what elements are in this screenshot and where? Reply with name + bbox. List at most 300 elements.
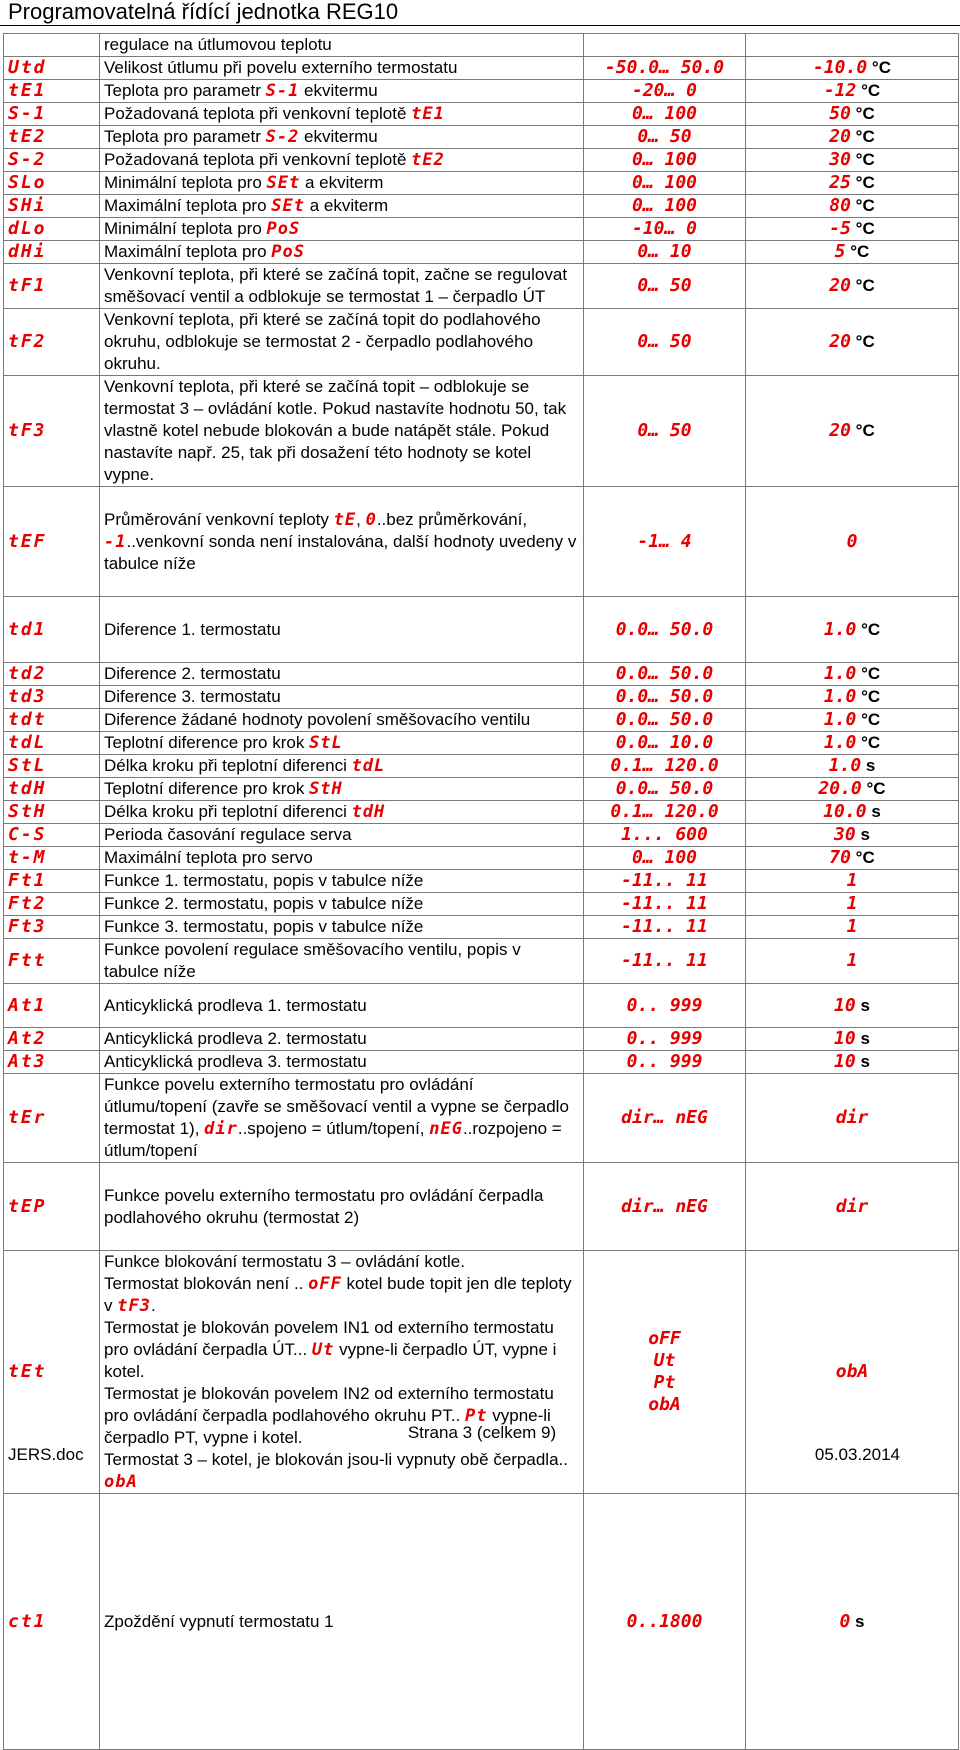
param-range: -11.. 11 (584, 870, 746, 893)
table-row (4, 801, 959, 824)
default-value: 1.0 (823, 709, 857, 730)
param-code: td3 (4, 686, 100, 709)
param-description (100, 893, 584, 916)
description-text: Venkovní teplota, při které se začíná topit – odblokuje se termostat 3 – ovládání kotle. Pokud nastavíte hodnotu 50, tak vlastně kotel nebude blokován a bude natápět stále. Pokud nastavíte např. 25, tak při dosažení této hodnoty se kotel vypne. (104, 377, 567, 484)
table-row (4, 309, 959, 376)
param-range: 0.. 999 (584, 1028, 746, 1051)
param-description (100, 241, 584, 264)
param-default (746, 1163, 959, 1251)
default-unit: °C (855, 173, 875, 192)
description-text: vypne-li čerpadlo PT, vypne i kotel. (104, 1406, 551, 1447)
param-description (100, 80, 584, 103)
param-default (746, 686, 959, 709)
inline-param-code: oFF (308, 1274, 342, 1294)
table-row (4, 916, 959, 939)
param-code: S-2 (4, 149, 100, 172)
inline-param-code: tE1 (411, 104, 445, 124)
param-description (100, 778, 584, 801)
default-value: 20 (829, 126, 851, 147)
param-description (100, 195, 584, 218)
param-default (746, 172, 959, 195)
param-range: oFF Ut Pt obA (584, 1251, 746, 1494)
default-unit: °C (855, 332, 875, 351)
param-default (746, 149, 959, 172)
param-description (100, 663, 584, 686)
param-range: 0.. 999 (584, 1051, 746, 1074)
inline-param-code: nEG (429, 1119, 463, 1139)
param-default (746, 847, 959, 870)
default-unit: s (860, 995, 870, 1015)
param-description (100, 755, 584, 778)
param-description (100, 732, 584, 755)
description-text: Teplota pro parametr (104, 81, 266, 100)
param-default (746, 1494, 959, 1750)
param-range: 0.0… 50.0 (584, 597, 746, 663)
description-text: vypne-li čerpadlo ÚT, vypne i kotel. (104, 1340, 557, 1381)
inline-param-code: tdH (351, 802, 386, 822)
default-unit: °C (861, 81, 881, 100)
param-default (746, 103, 959, 126)
param-description (100, 1028, 584, 1051)
param-range: 1... 600 (584, 824, 746, 847)
param-range: 0… 50 (584, 309, 746, 376)
param-description (100, 149, 584, 172)
table-row (4, 1028, 959, 1051)
param-code: StL (4, 755, 100, 778)
description-text: Průměrování venkovní teploty (104, 509, 334, 529)
param-range: 0.0… 50.0 (584, 663, 746, 686)
table-row (4, 376, 959, 487)
param-description (100, 916, 584, 939)
default-value: 1.0 (828, 755, 862, 776)
param-code: tdL (4, 732, 100, 755)
param-range: 0… 50 (584, 376, 746, 487)
description-text: Funkce povolení regulace směšovacího ventilu, popis v tabulce níže (104, 940, 521, 981)
param-code: Ftt (4, 939, 100, 984)
param-code: tE1 (4, 80, 100, 103)
default-unit: s (871, 802, 881, 821)
param-description (100, 939, 584, 984)
default-value: -5 (829, 218, 851, 239)
table-row (4, 34, 959, 57)
default-value: 1 (846, 950, 858, 971)
default-value: dir (835, 1195, 869, 1217)
param-default (746, 34, 959, 57)
default-value: 0 (839, 1610, 851, 1632)
footer-date: 05.03.2014 (814, 1445, 900, 1464)
default-value: 50 (829, 103, 851, 124)
param-default (746, 755, 959, 778)
param-description (100, 824, 584, 847)
param-default (746, 376, 959, 487)
description-text: ekvitermu (299, 81, 378, 100)
param-code: StH (4, 801, 100, 824)
param-code: tdt (4, 709, 100, 732)
default-value: 1 (846, 870, 858, 891)
param-code: tEt (4, 1251, 100, 1494)
inline-param-code: tE (333, 509, 357, 530)
description-text: Teplotní diference pro krok (104, 779, 310, 798)
inline-param-code: S-1 (265, 81, 300, 101)
default-unit: °C (855, 150, 875, 169)
description-text: Funkce blokování termostatu 3 – ovládání kotle. (104, 1252, 465, 1271)
default-unit: °C (861, 733, 881, 752)
param-range: -11.. 11 (584, 916, 746, 939)
param-code: tEP (4, 1163, 100, 1251)
description-text: Funkce 2. termostatu, popis v tabulce níže (104, 894, 424, 913)
param-description (100, 264, 584, 309)
param-description (100, 103, 584, 126)
param-code: tE2 (4, 126, 100, 149)
description-text: Termostat je blokován povelem IN2 od externího termostatu pro ovládání čerpadla podlahového okruhu PT.. (104, 1384, 554, 1425)
description-text: Anticyklická prodleva 1. termostatu (104, 995, 367, 1015)
param-default (746, 195, 959, 218)
default-unit: s (865, 756, 876, 775)
default-value: 10 (834, 994, 856, 1016)
description-text: Délka kroku při teplotní diferenci (104, 756, 352, 775)
param-range: 0.0… 50.0 (584, 709, 746, 732)
param-code (4, 34, 100, 57)
param-code: Ft2 (4, 893, 100, 916)
table-row (4, 195, 959, 218)
param-range: 0… 50 (584, 264, 746, 309)
default-unit: s (860, 1052, 870, 1071)
table-row (4, 778, 959, 801)
description-text: Funkce povelu externího termostatu pro ovládání čerpadla podlahového okruhu (termostat 2) (104, 1185, 544, 1227)
default-value: 1.0 (823, 663, 857, 684)
param-description (100, 597, 584, 663)
default-unit: °C (866, 779, 886, 798)
param-range: -20… 0 (584, 80, 746, 103)
param-description (100, 376, 584, 487)
param-description (100, 126, 584, 149)
default-value: -12 (823, 80, 857, 101)
inline-param-code: StH (309, 779, 343, 799)
description-text: Diference 1. termostatu (104, 619, 281, 639)
description-text: Funkce povelu externího termostatu pro ovládání útlumu/topení (zavře se směšovací ventil a vypne se čerpadlo termostat 1), (104, 1075, 569, 1138)
param-code: tF2 (4, 309, 100, 376)
inline-param-code: SEt (266, 173, 301, 193)
description-text: ..rozpojeno = útlum/topení (104, 1119, 562, 1160)
param-range: 0.1… 120.0 (584, 755, 746, 778)
default-value: -10.0 (813, 57, 868, 78)
default-value: 80 (829, 195, 851, 216)
description-text: Termostat je blokován povelem IN1 od externího termostatu pro ovládání čerpadla ÚT... (104, 1318, 554, 1359)
table-row (4, 149, 959, 172)
description-text: Anticyklická prodleva 2. termostatu (104, 1029, 367, 1048)
table-row (4, 847, 959, 870)
page-number: Strana 3 (celkem 9) (407, 1423, 557, 1442)
param-range: 0.1… 120.0 (584, 801, 746, 824)
default-value: 30 (834, 824, 856, 845)
param-code: At3 (4, 1051, 100, 1074)
default-value: 10 (834, 1028, 856, 1049)
inline-param-code: S-2 (265, 127, 300, 147)
param-default (746, 1074, 959, 1163)
param-description (100, 172, 584, 195)
default-value: 5 (834, 241, 846, 262)
table-row (4, 1163, 959, 1251)
param-code: At2 (4, 1028, 100, 1051)
inline-param-code: tF3 (117, 1296, 151, 1316)
default-unit: °C (871, 58, 891, 77)
param-default (746, 218, 959, 241)
param-description (100, 309, 584, 376)
footer-filename: JERS.doc (8, 1445, 84, 1464)
param-range: -1… 4 (584, 487, 746, 597)
param-code: td1 (4, 597, 100, 663)
table-row (4, 732, 959, 755)
param-description (100, 487, 584, 597)
param-code: dLo (4, 218, 100, 241)
default-value: 30 (829, 149, 851, 170)
default-value: dir (835, 1107, 869, 1128)
description-text: Požadovaná teplota při venkovní teplotě (104, 104, 412, 123)
default-unit: °C (861, 687, 881, 706)
param-default (746, 264, 959, 309)
description-text: Venkovní teplota, při které se začíná topit do podlahového okruhu, odblokuje se termostat 2 - čerpadlo podlahového okruhu. (104, 310, 541, 373)
table-row (4, 939, 959, 984)
description-text: Termostat 3 – kotel, je blokován jsou-li vypnuty obě čerpadla.. (104, 1450, 568, 1469)
inline-param-code: dir (204, 1119, 238, 1139)
table-row (4, 1074, 959, 1163)
parameter-table (3, 33, 959, 1750)
param-default (746, 126, 959, 149)
param-range: -50.0… 50.0 (584, 57, 746, 80)
param-range: dir… nEG (584, 1163, 746, 1251)
description-text: Anticyklická prodleva 3. termostatu (104, 1052, 367, 1071)
description-text: Funkce 3. termostatu, popis v tabulce níže (104, 917, 424, 936)
inline-param-code: obA (104, 1472, 138, 1492)
param-range: 0.. 999 (584, 984, 746, 1028)
param-range: 0.0… 10.0 (584, 732, 746, 755)
default-value: 20 (829, 331, 851, 352)
default-unit: °C (855, 276, 875, 295)
param-range: 0.0… 50.0 (584, 686, 746, 709)
description-text: Termostat blokován není .. (104, 1274, 309, 1293)
param-range: dir… nEG (584, 1074, 746, 1163)
param-code: Utd (4, 57, 100, 80)
param-code: td2 (4, 663, 100, 686)
default-value: 1.0 (823, 686, 857, 707)
param-description (100, 686, 584, 709)
description-text: a ekviterm (304, 196, 389, 215)
default-unit: °C (855, 219, 875, 238)
table-row (4, 80, 959, 103)
description-text: ..venkovní sonda není instalována, další hodnoty uvedeny v tabulce níže (104, 531, 577, 573)
param-range: 0.0… 50.0 (584, 778, 746, 801)
default-value: 20 (829, 275, 851, 296)
param-default (746, 824, 959, 847)
param-default (746, 663, 959, 686)
default-value: 1.0 (823, 618, 857, 640)
param-default (746, 80, 959, 103)
default-value: 20.0 (818, 778, 862, 799)
table-row (4, 57, 959, 80)
param-range: 0… 100 (584, 103, 746, 126)
description-text: ekvitermu (299, 127, 378, 146)
default-unit: °C (855, 127, 875, 146)
param-code: SHi (4, 195, 100, 218)
description-text: Zpoždění vypnutí termostatu 1 (104, 1611, 334, 1631)
param-code: tEr (4, 1074, 100, 1163)
param-default (746, 984, 959, 1028)
param-default (746, 801, 959, 824)
description-text: Délka kroku při teplotní diferenci (104, 802, 352, 821)
param-range: 0… 50 (584, 126, 746, 149)
param-description (100, 1494, 584, 1750)
param-range: 0… 100 (584, 847, 746, 870)
inline-param-code: tdL (351, 756, 386, 776)
param-code: tF1 (4, 264, 100, 309)
param-description (100, 1251, 584, 1494)
param-code: t-M (4, 847, 100, 870)
default-unit: °C (855, 104, 875, 123)
inline-param-code: -1 (104, 531, 127, 552)
parameter-table-body (4, 34, 959, 1750)
param-code: tdH (4, 778, 100, 801)
param-range: 0… 100 (584, 149, 746, 172)
table-row (4, 824, 959, 847)
default-unit: °C (855, 196, 875, 215)
description-text: Diference 2. termostatu (104, 664, 281, 683)
param-default (746, 597, 959, 663)
param-range: 0… 100 (584, 195, 746, 218)
param-description (100, 801, 584, 824)
param-default (746, 893, 959, 916)
table-row (4, 893, 959, 916)
default-value: 1.0 (823, 732, 857, 753)
param-default (746, 1051, 959, 1074)
param-description (100, 847, 584, 870)
document-title: Programovatelná řídící jednotka REG10 (8, 0, 399, 24)
param-code: S-1 (4, 103, 100, 126)
description-text: Teplota pro parametr (104, 127, 266, 146)
default-value: 20 (829, 420, 851, 441)
inline-param-code: Pt (465, 1406, 488, 1426)
description-text: Požadovaná teplota při venkovní teplotě (104, 150, 412, 169)
param-code: dHi (4, 241, 100, 264)
default-value: 10.0 (823, 801, 867, 822)
param-range: 0..1800 (584, 1494, 746, 1750)
table-row (4, 984, 959, 1028)
table-row (4, 709, 959, 732)
description-text: Velikost útlumu při povelu externího termostatu (104, 58, 458, 77)
param-range: 0… 100 (584, 172, 746, 195)
default-value: 25 (829, 172, 851, 193)
table-row (4, 663, 959, 686)
param-default (746, 487, 959, 597)
param-code: Ft1 (4, 870, 100, 893)
default-value: 70 (829, 847, 851, 868)
default-unit: °C (855, 848, 875, 867)
table-row (4, 487, 959, 597)
param-description (100, 1051, 584, 1074)
default-unit: °C (850, 242, 870, 261)
table-row (4, 172, 959, 195)
default-value: obA (835, 1361, 869, 1382)
table-row (4, 103, 959, 126)
default-unit: °C (861, 664, 881, 683)
description-text: , (356, 509, 366, 529)
description-text: a ekviterm (300, 173, 384, 192)
description-text: ..spojeno = útlum/topení, (237, 1119, 430, 1138)
description-text: Diference 3. termostatu (104, 687, 281, 706)
table-row (4, 1494, 959, 1750)
description-text: Minimální teplota pro (104, 219, 267, 238)
default-unit: °C (861, 619, 881, 639)
default-unit: s (860, 825, 870, 844)
param-code: tEF (4, 487, 100, 597)
inline-param-code: PoS (271, 242, 305, 262)
description-text: Teplotní diference pro krok (104, 733, 310, 752)
param-code: tF3 (4, 376, 100, 487)
param-default (746, 732, 959, 755)
description-text: Venkovní teplota, při které se začíná topit, začne se regulovat směšovací ventil a odblokuje se termostat 1 – čerpadlo ÚT (104, 265, 568, 306)
param-description (100, 709, 584, 732)
param-description (100, 218, 584, 241)
description-text: Maximální teplota pro servo (104, 848, 313, 867)
header-divider (0, 25, 960, 26)
table-row (4, 218, 959, 241)
param-code: ct1 (4, 1494, 100, 1750)
param-default (746, 57, 959, 80)
table-row (4, 597, 959, 663)
description-text: Perioda časování regulace serva (104, 825, 352, 844)
param-range: -10… 0 (584, 218, 746, 241)
description-text: Maximální teplota pro (104, 242, 272, 261)
param-range: -11.. 11 (584, 893, 746, 916)
param-description (100, 57, 584, 80)
default-value: 10 (834, 1051, 856, 1072)
param-range (584, 34, 746, 57)
param-default (746, 778, 959, 801)
param-default (746, 241, 959, 264)
table-row (4, 264, 959, 309)
inline-param-code: tE2 (411, 150, 445, 170)
param-code: Ft3 (4, 916, 100, 939)
param-code: C-S (4, 824, 100, 847)
param-code: SLo (4, 172, 100, 195)
table-row (4, 1051, 959, 1074)
default-unit: °C (855, 421, 875, 440)
table-row (4, 755, 959, 778)
description-text: Maximální teplota pro (104, 196, 272, 215)
default-unit: s (855, 1611, 865, 1631)
param-description (100, 984, 584, 1028)
param-default (746, 709, 959, 732)
default-unit: s (860, 1029, 870, 1048)
description-text: Funkce 1. termostatu, popis v tabulce níže (104, 871, 424, 890)
param-description (100, 870, 584, 893)
default-value: 1 (846, 893, 858, 914)
table-row (4, 126, 959, 149)
description-text: kotel bude topit jen dle teploty v (104, 1274, 572, 1315)
default-unit: °C (861, 710, 881, 729)
description-text: Minimální teplota pro (104, 173, 267, 192)
param-default (746, 1028, 959, 1051)
table-row (4, 870, 959, 893)
inline-param-code: 0 (365, 509, 377, 530)
param-default (746, 309, 959, 376)
table-row (4, 241, 959, 264)
description-text: . (150, 1296, 156, 1315)
param-code: At1 (4, 984, 100, 1028)
param-default (746, 939, 959, 984)
param-default (746, 870, 959, 893)
param-description (100, 1163, 584, 1251)
description-text: regulace na útlumovou teplotu (104, 35, 332, 54)
